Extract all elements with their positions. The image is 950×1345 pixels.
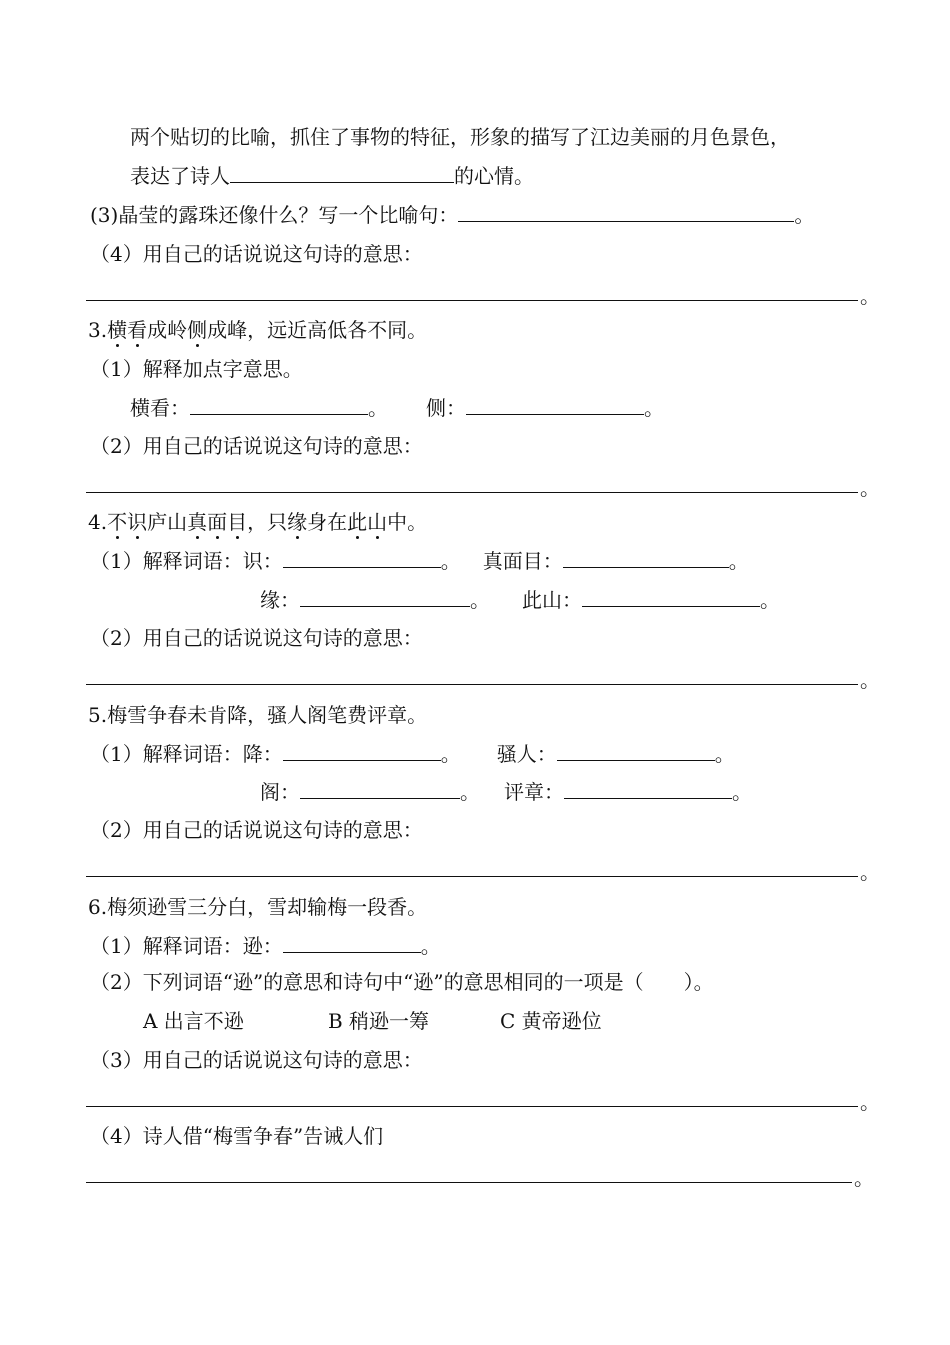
q5-sub-1-row-2 [260,780,752,804]
q4-poem-text: 庐山 [147,510,188,534]
q5-poem-line: 5.梅雪争春未肯降，骚人阁笔费评章。 [88,703,428,727]
q2-line2-prefix: 表达了诗人 [130,164,230,188]
dotted-char-kan: 看 [127,318,148,342]
q4-sub-1-lead: （1）解释词语： [90,549,243,573]
q5-word-4-period: 。 [732,780,752,804]
q4-word-3-blank[interactable] [300,588,470,607]
q6-option-a[interactable]: A 出言不逊 [143,1009,244,1033]
q5-word-3-blank[interactable] [300,780,460,799]
dotted-char-shi: 识 [127,510,148,534]
dotted-char-ce: 侧 [187,318,208,342]
q6-option-c[interactable]: C 黄帝逊位 [500,1009,602,1033]
q5-sub-1-row-1 [90,742,735,766]
q2-answer-period: 。 [860,284,880,308]
dotted-char-ci: 此 [347,510,368,534]
q3-word-1-blank[interactable] [190,396,368,415]
q3-answer-line[interactable] [86,492,858,493]
q4-word-1-period: 。 [440,549,461,573]
q5-word-2-blank[interactable] [557,742,715,761]
q3-answer-period: 。 [860,476,880,500]
q4-poem-text: ，只 [247,510,288,534]
dotted-char-mian: 面 [207,510,228,534]
q2-line2-suffix: 的心情。 [454,164,534,188]
q5-word-4-label: 评章： [504,780,564,804]
q2-sub-3-period: 。 [794,203,815,227]
q5-word-1-blank[interactable] [283,742,441,761]
q4-word-2-period: 。 [728,549,749,573]
q5-word-3-period: 。 [460,780,480,804]
q3-word-row [130,396,664,420]
q3-word-1-period: 。 [368,396,388,420]
q4-word-2-label: 真面目： [482,549,563,573]
q5-word-2-period: 。 [714,742,735,766]
q6-sub-1-period: 。 [420,934,441,958]
q4-word-4-blank[interactable] [582,588,760,607]
q3-poem-text: 成岭 [147,318,188,342]
q4-sub-1-row-1 [90,549,749,573]
q6-sub-1 [90,934,441,958]
q3-poem-line [88,318,427,342]
dotted-char-shan: 山 [367,510,388,534]
q4-word-2-blank[interactable] [563,549,729,568]
q4-answer-line[interactable] [86,684,858,685]
q4-sub-2: （2）用自己的话说说这句诗的意思： [90,626,423,650]
q3-word-2-label: 侧： [426,396,466,420]
q3-number: 3. [88,318,108,342]
q6-sub-2: （2）下列词语“逊”的意思和诗句中“逊”的意思相同的一项是（ ）。 [90,970,714,994]
q4-word-1-label: 识： [242,549,283,573]
q4-answer-period: 。 [860,668,880,692]
q6-sub-3: （3）用自己的话说说这句诗的意思： [90,1048,423,1072]
q4-poem-text: 身在 [307,510,348,534]
q6-sub-4-answer-line[interactable] [86,1182,852,1183]
q6-sub-4: （4）诗人借“梅雪争春”告诫人们 [90,1124,384,1148]
q5-word-4-blank[interactable] [564,780,732,799]
poet-mood-blank[interactable] [230,164,454,183]
q4-word-3-period: 。 [470,588,490,612]
q5-answer-period: 。 [860,860,880,884]
q4-number: 4. [88,510,108,534]
q6-sub-3-answer-line[interactable] [86,1106,858,1107]
q6-xun-blank[interactable] [283,934,421,953]
q3-sub-1: （1）解释加点字意思。 [90,357,303,381]
q4-word-4-label: 此山： [522,588,582,612]
q5-word-3-label: 阁： [260,780,300,804]
q4-word-4-period: 。 [760,588,780,612]
dotted-char-yuan: 缘 [287,510,308,534]
q3-poem-text: 成峰，远近高低各不同。 [207,318,428,342]
q4-poem-line [88,510,427,534]
q4-poem-text: 中。 [387,510,428,534]
q4-word-3-label: 缘： [260,588,300,612]
q6-sub-1-text: （1）解释词语：逊： [90,934,283,958]
q2-sub-3 [90,203,814,227]
q5-sub-1-lead: （1）解释词语： [90,742,243,766]
q5-answer-line[interactable] [86,876,858,877]
q5-word-1-period: 。 [440,742,461,766]
q2-continuation-line-1: 两个贴切的比喻，抓住了事物的特征，形象的描写了江边美丽的月色景色， [130,125,790,149]
dotted-char-heng: 横 [107,318,128,342]
q3-word-2-period: 。 [644,396,664,420]
q3-sub-2: （2）用自己的话说说这句诗的意思： [90,434,423,458]
q2-continuation-line-2 [130,164,534,188]
q3-word-1-label: 横看： [130,396,190,420]
q6-sub-4-answer-period: 。 [854,1166,874,1190]
q2-sub-3-text: (3)晶莹的露珠还像什么？写一个比喻句： [90,203,459,227]
q5-sub-2: （2）用自己的话说说这句诗的意思： [90,818,423,842]
q6-option-b[interactable]: B 稍逊一筹 [328,1009,430,1033]
dotted-char-bu: 不 [107,510,128,534]
q6-poem-line: 6.梅须逊雪三分白，雪却输梅一段香。 [88,895,428,919]
q5-word-1-label: 降： [242,742,283,766]
q4-word-1-blank[interactable] [283,549,441,568]
dotted-char-zhen: 真 [187,510,208,534]
q5-word-2-label: 骚人： [496,742,557,766]
dotted-char-mu: 目 [227,510,248,534]
q3-word-2-blank[interactable] [466,396,644,415]
q6-sub-3-answer-period: 。 [860,1090,880,1114]
q2-answer-line[interactable] [86,300,858,301]
simile-blank[interactable] [458,203,794,222]
q2-sub-4: （4）用自己的话说说这句诗的意思： [90,242,423,266]
q4-sub-1-row-2 [260,588,780,612]
